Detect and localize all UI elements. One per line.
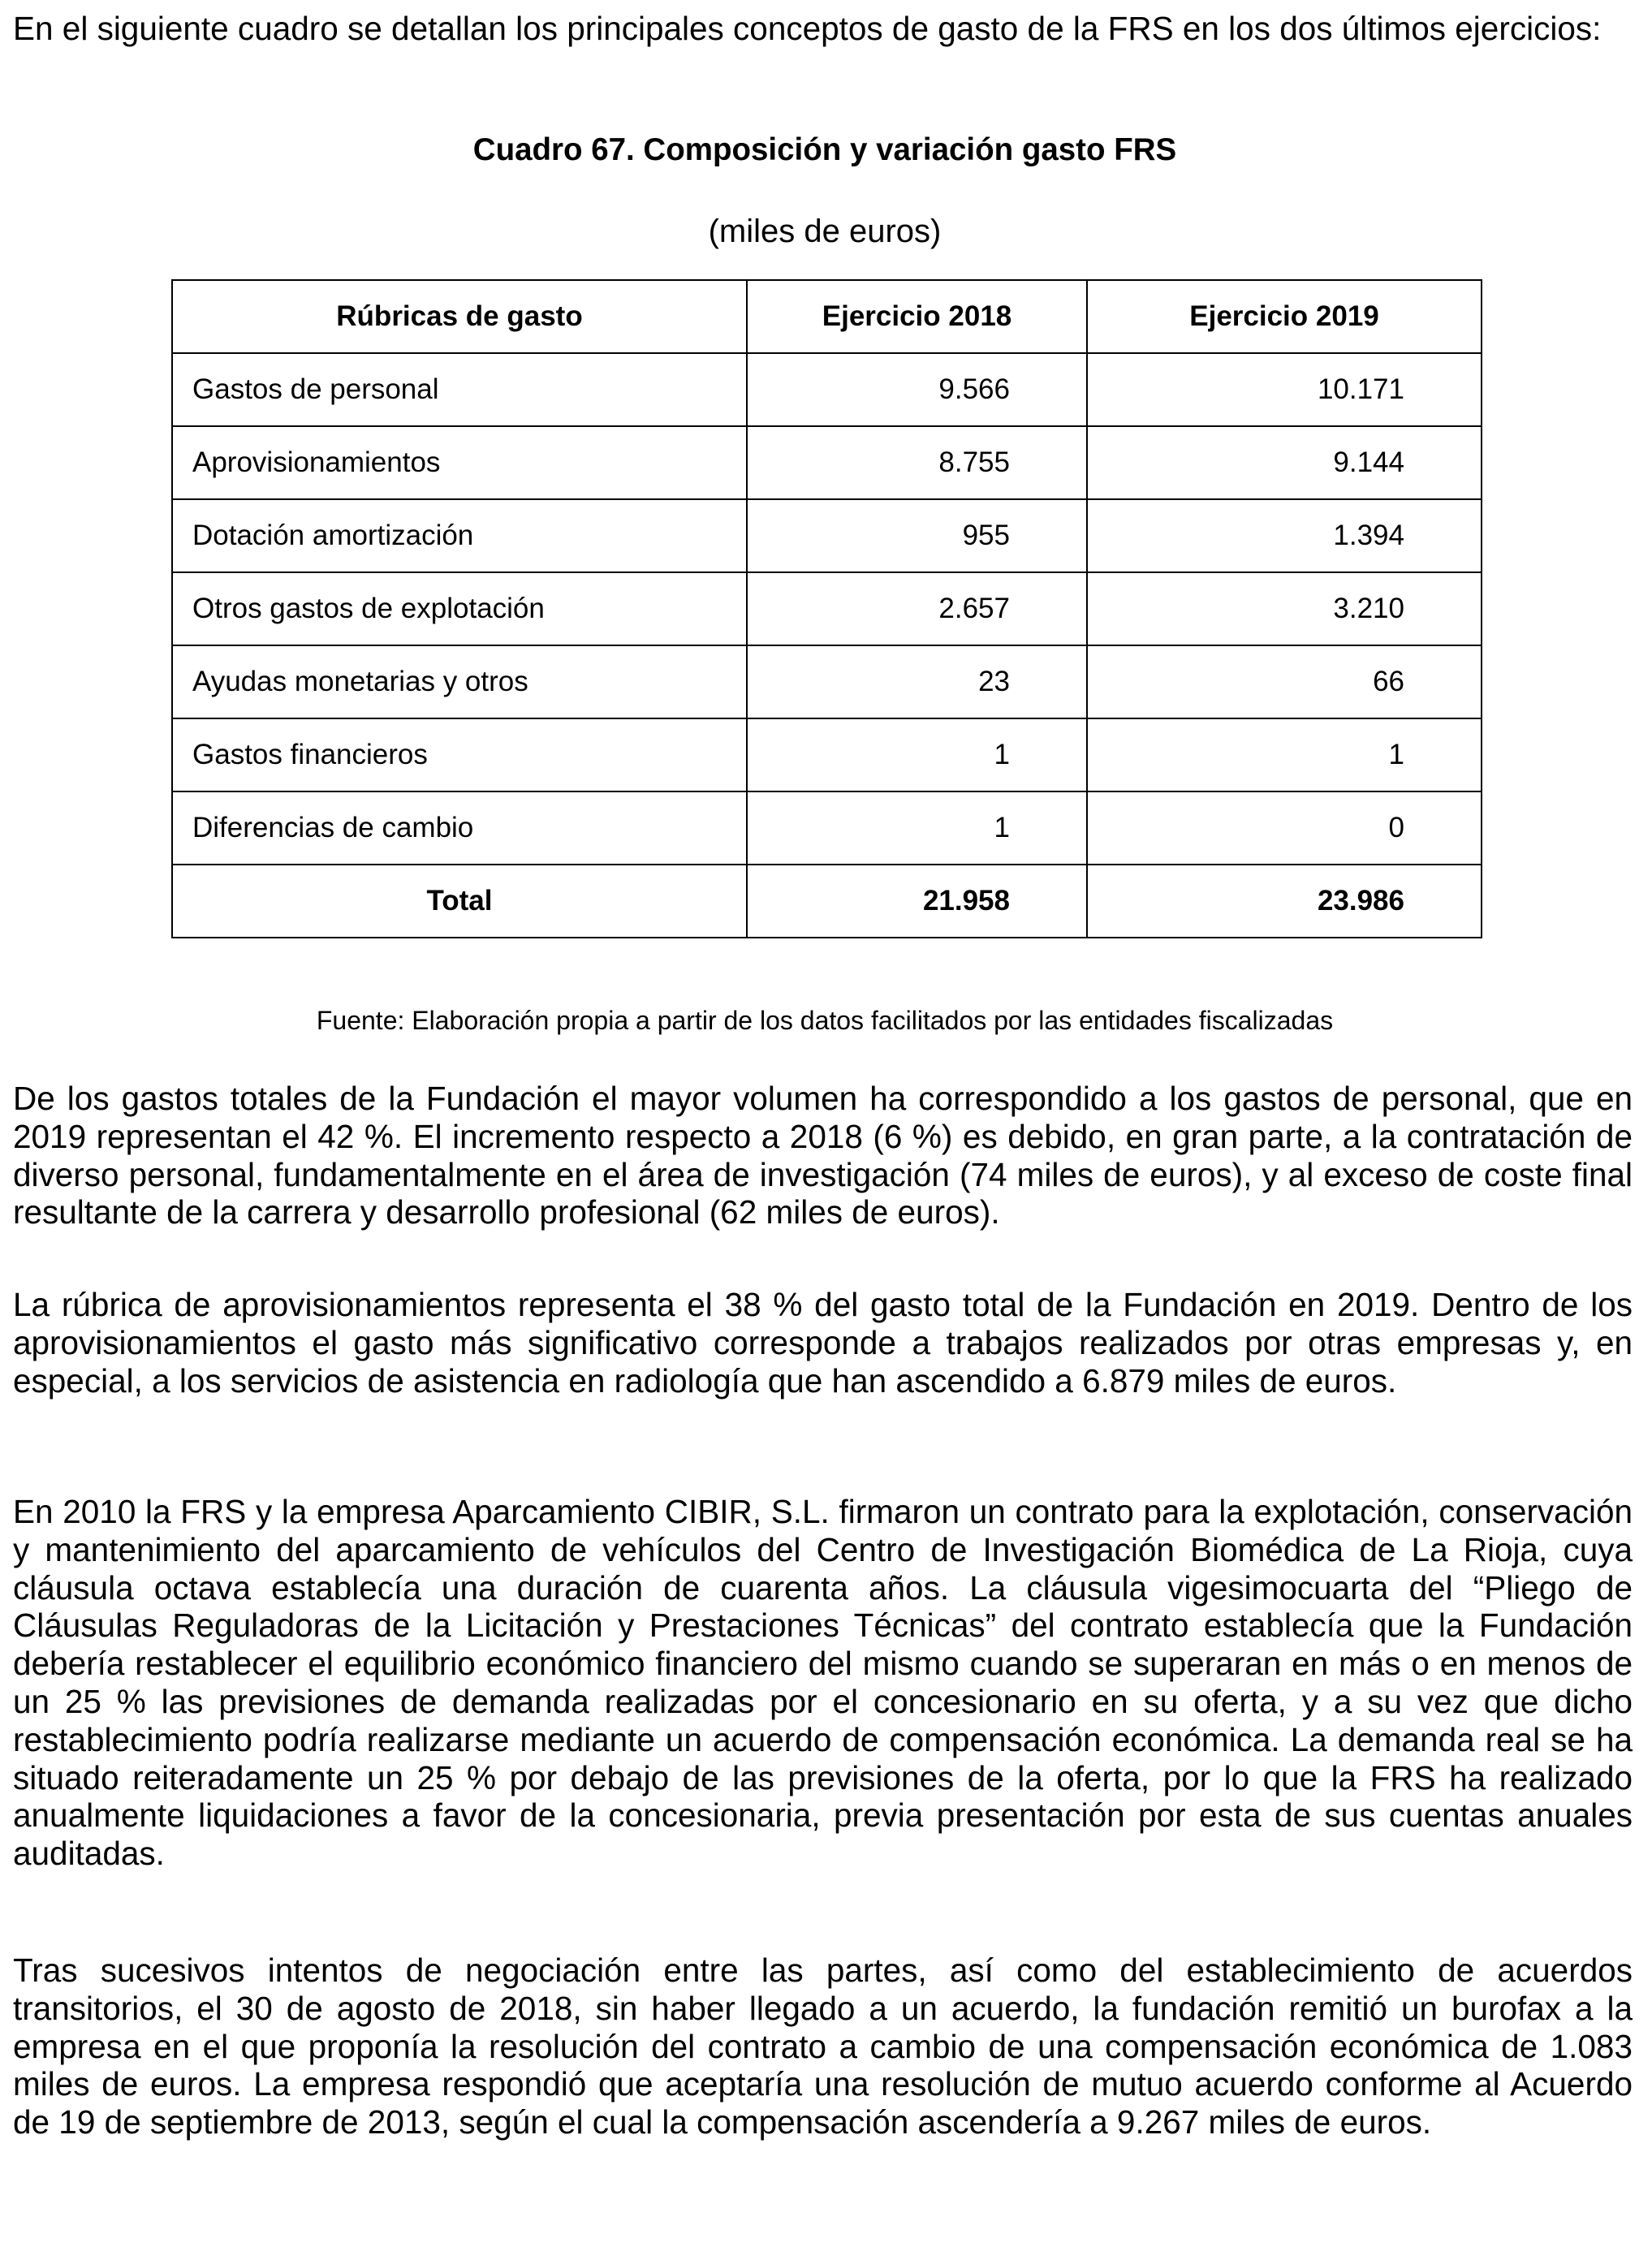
intro-paragraph: En el siguiente cuadro se detallan los principales conceptos de gasto de la FRS en los dos últimos ejercicios: [13, 10, 1602, 47]
row-label: Otros gastos de explotación [172, 572, 747, 645]
row-value-2018: 9.566 [747, 353, 1087, 426]
row-value-2019: 66 [1087, 645, 1482, 718]
row-value-2019: 1.394 [1087, 499, 1482, 572]
table-row [172, 791, 1482, 865]
table-caption: Cuadro 67. Composición y variación gasto FRS [472, 132, 1177, 167]
total-value-2018: 21.958 [747, 865, 1087, 938]
row-label: Gastos financieros [172, 718, 747, 791]
total-label: Total [172, 865, 747, 938]
row-value-2019: 3.210 [1087, 572, 1482, 645]
row-label: Diferencias de cambio [172, 791, 747, 865]
paragraph-personal: De los gastos totales de la Fundación el mayor volumen ha correspondido a los gastos de personal, que en 2019 representan el 42 %. El incremento respecto a 2018 (6 %) es debido, en gran parte, a la contratación de diverso personal, fundamentalmente en el área de investigación (74 miles de euros), y al exceso de coste final resultante de la carrera y desarrollo profesional (62 miles de euros). [13, 1080, 1633, 1231]
row-value-2018: 1 [747, 718, 1087, 791]
row-value-2019: 0 [1087, 791, 1482, 865]
paragraph-aparcamiento-contrato: En 2010 la FRS y la empresa Aparcamiento CIBIR, S.L. firmaron un contrato para la explotación, conservación y mantenimiento del aparcamiento de vehículos del Centro de Investigación Biomédica de La Rioja, cuya cláusula octava establecía una duración de cuarenta años. La cláusula vigesimocuarta del “Pliego de Cláusulas Reguladoras de la Licitación y Prestaciones Técnicas” del contrato establecía que la Fundación debería restablecer el equilibrio económico financiero del mismo cuando se superaran en más o en menos de un 25 % las previsiones de demanda realizadas por el concesionario en su oferta, y a su vez que dicho restablecimiento podría realizarse mediante un acuerdo de compensación económica. La demanda real se ha situado reiteradamente un 25 % por debajo de las previsiones de la oferta, por lo que la FRS ha realizado anualmente liquidaciones a favor de la concesionaria, previa presentación por esta de sus cuentas anuales auditadas. [13, 1493, 1633, 1873]
row-label: Dotación amortización [172, 499, 747, 572]
table-total-row [172, 865, 1482, 938]
table-header-row [172, 280, 1482, 353]
table-source-note: Fuente: Elaboración propia a partir de los datos facilitados por las entidades fiscalizadas [316, 1006, 1334, 1035]
table-row [172, 499, 1482, 572]
table-units: (miles de euros) [708, 213, 942, 249]
row-value-2018: 2.657 [747, 572, 1087, 645]
header-rubricas: Rúbricas de gasto [172, 280, 747, 353]
row-label: Gastos de personal [172, 353, 747, 426]
header-ejercicio-2018: Ejercicio 2018 [747, 280, 1087, 353]
table-row [172, 572, 1482, 645]
paragraph-aprovisionamientos: La rúbrica de aprovisionamientos representa el 38 % del gasto total de la Fundación en 2019. Dentro de los aprovisionamientos el gasto más significativo corresponde a trabajos realizados por otras empresas y, en especial, a los servicios de asistencia en radiología que han ascendido a 6.879 miles de euros. [13, 1286, 1633, 1400]
header-ejercicio-2019: Ejercicio 2019 [1087, 280, 1482, 353]
row-value-2019: 10.171 [1087, 353, 1482, 426]
row-value-2019: 9.144 [1087, 426, 1482, 499]
row-value-2018: 1 [747, 791, 1087, 865]
table-row [172, 718, 1482, 791]
paragraph-negociacion: Tras sucesivos intentos de negociación entre las partes, así como del establecimiento de acuerdos transitorios, el 30 de agosto de 2018, sin haber llegado a un acuerdo, la fundación remitió un burofax a la empresa en el que proponía la resolución del contrato a cambio de una compensación económica de 1.083 miles de euros. La empresa respondió que aceptaría una resolución de mutuo acuerdo conforme al Acuerdo de 19 de septiembre de 2013, según el cual la compensación ascendería a 9.267 miles de euros. [13, 1952, 1633, 2141]
table-row [172, 353, 1482, 426]
row-label: Ayudas monetarias y otros [172, 645, 747, 718]
row-label: Aprovisionamientos [172, 426, 747, 499]
row-value-2018: 955 [747, 499, 1087, 572]
table-row [172, 645, 1482, 718]
table-row [172, 426, 1482, 499]
row-value-2018: 8.755 [747, 426, 1087, 499]
total-value-2019: 23.986 [1087, 865, 1482, 938]
row-value-2019: 1 [1087, 718, 1482, 791]
expense-table [171, 279, 1482, 938]
row-value-2018: 23 [747, 645, 1087, 718]
